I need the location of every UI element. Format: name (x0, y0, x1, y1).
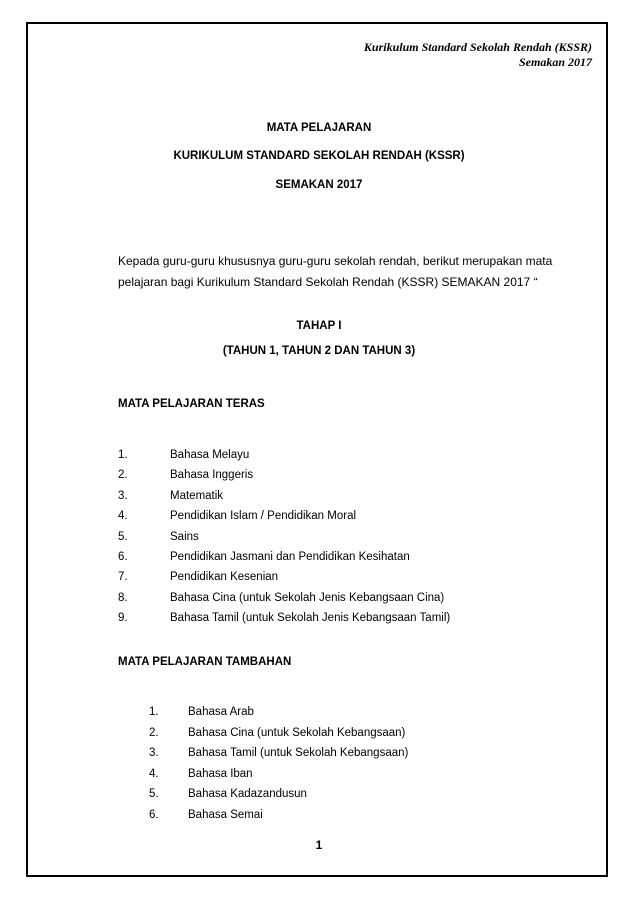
intro-line1: Kepada guru-guru khususnya guru-guru sekolah rendah, berikut merupakan mata (118, 254, 553, 268)
title-line1: MATA PELAJARAN (266, 122, 372, 134)
list-item-text: Bahasa Cina (untuk Sekolah Jenis Kebangsaan Cina) (170, 591, 445, 604)
list-item-number: 5. (149, 788, 159, 801)
list-item-number: 2. (149, 726, 159, 739)
list-item-text: Bahasa Kadazandusun (188, 788, 307, 801)
list-item-text: Bahasa Arab (188, 706, 254, 718)
list-item-number: 3. (149, 747, 159, 760)
level-line2: (TAHUN 1, TAHUN 2 DAN TAHUN 3) (222, 345, 416, 357)
page-number: 1 (315, 838, 323, 852)
list-item-number: 1. (118, 449, 128, 461)
list-item-text: Pendidikan Islam / Pendidikan Moral (170, 510, 357, 523)
list-item-text: Pendidikan Jasmani dan Pendidikan Kesihatan (170, 551, 410, 563)
running-header-line2: Semakan 2017 (518, 55, 592, 69)
list-item-text: Pendidikan Kesenian (170, 571, 279, 584)
list-item-number: 6. (149, 809, 159, 821)
list-item-number: 2. (118, 469, 128, 482)
intro-line2: pelajaran bagi Kurikulum Standard Sekolah Rendah (KSSR) SEMAKAN 2017 “ (118, 275, 538, 289)
list-item-number: 5. (118, 530, 128, 543)
list-item-text: Matematik (170, 489, 224, 502)
list-item-text: Bahasa Melayu (170, 449, 250, 461)
list-item-number: 6. (118, 551, 128, 563)
list-item-number: 9. (118, 612, 128, 625)
running-header-line1: Kurikulum Standard Sekolah Rendah (KSSR) (363, 40, 592, 54)
list-item-text: Sains (170, 530, 199, 543)
list-item-number: 8. (118, 591, 128, 604)
list-item-text: Bahasa Inggeris (170, 469, 254, 482)
list-item-text: Bahasa Iban (188, 767, 253, 780)
list-item-text: Bahasa Semai (188, 809, 263, 821)
extra-heading: MATA PELAJARAN TAMBAHAN (118, 656, 292, 668)
list-item-number: 4. (118, 510, 128, 523)
title-line3: SEMAKAN 2017 (275, 179, 363, 191)
list-item-text: Bahasa Tamil (untuk Sekolah Jenis Kebangsaan Tamil) (170, 612, 451, 625)
list-item-number: 4. (149, 767, 159, 780)
title-line2: KURIKULUM STANDARD SEKOLAH RENDAH (KSSR) (173, 150, 465, 162)
list-item-text: Bahasa Cina (untuk Sekolah Kebangsaan) (188, 726, 406, 739)
list-item-number: 3. (118, 489, 128, 502)
list-item-number: 1. (149, 706, 159, 718)
core-heading: MATA PELAJARAN TERAS (118, 398, 265, 410)
list-item-number: 7. (118, 571, 128, 584)
list-item-text: Bahasa Tamil (untuk Sekolah Kebangsaan) (188, 747, 409, 760)
level-line1: TAHAP I (296, 320, 342, 332)
